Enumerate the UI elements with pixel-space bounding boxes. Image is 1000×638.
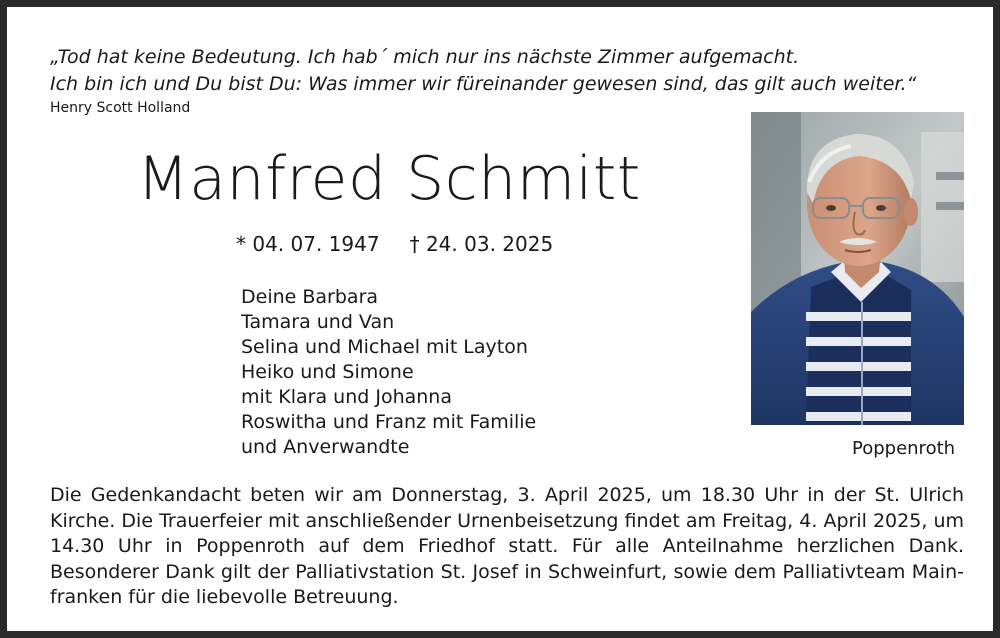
quote-author: Henry Scott Holland: [50, 100, 191, 116]
quote-line-2: Ich bin ich und Du bist Du: Was immer wir füreinander gewesen sind, das gilt auch weiter.“: [50, 73, 917, 95]
life-dates: [236, 232, 583, 256]
portrait-photo: [751, 112, 964, 425]
mourners-list: [241, 285, 536, 460]
birth-date: * 04. 07. 1947: [236, 232, 380, 256]
death-date: † 24. 03. 2025: [409, 232, 554, 256]
mourner-line: mit Klara und Johanna: [241, 386, 452, 408]
service-notice: Die Gedenkandacht beten wir am Donnerstag, 3. April 2025, um 18.30 Uhr in der St. Ulrich Kirche. Die Trauerfeier mit anschließender Urnenbeisetzung findet am Freitag, 4. April 2025, um 14.30 Uhr in Poppenroth auf dem Friedhof statt. Für alle Anteilnahme herzlichen Dank. Besonderer Dank gilt der Palliativstation St. Josef in Schweinfurt, sowie dem Palliativteam Main-franken für die liebevolle Betreuung.: [50, 484, 964, 608]
mourner-line: Selina und Michael mit Layton: [241, 336, 528, 358]
place-name: Poppenroth: [852, 438, 956, 459]
mourner-line: Heiko und Simone: [241, 361, 414, 383]
mourner-line: und Anverwandte: [241, 436, 410, 458]
deceased-name: Manfred Schmitt: [137, 144, 641, 214]
mourner-line: Tamara und Van: [241, 311, 395, 333]
quote-line-1: „Tod hat keine Bedeutung. Ich hab´ mich nur ins nächste Zimmer aufgemacht.: [50, 46, 800, 68]
mourner-line: Roswitha und Franz mit Familie: [241, 411, 537, 433]
quote: [50, 44, 916, 98]
mourner-line: Deine Barbara: [241, 286, 379, 308]
